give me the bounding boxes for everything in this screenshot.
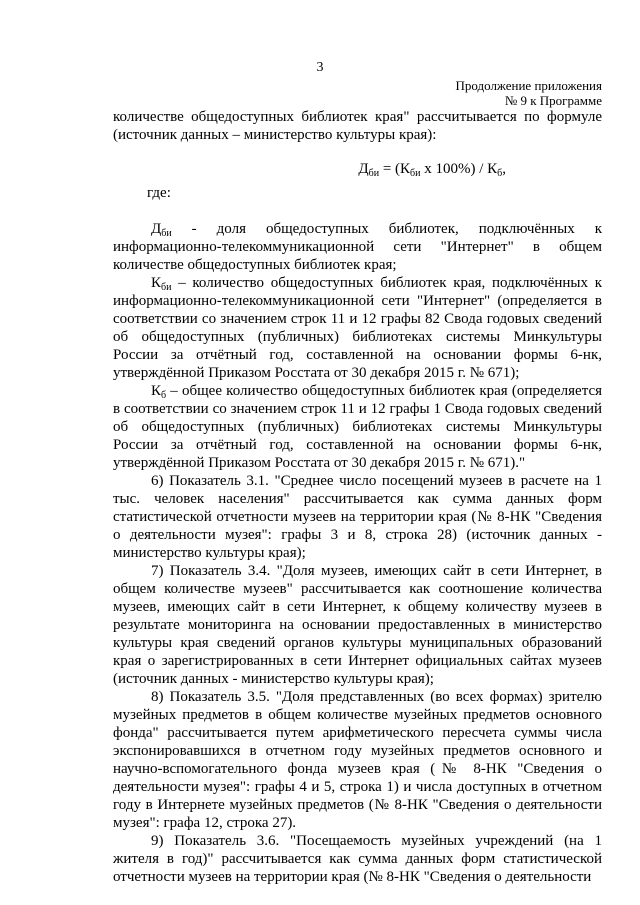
paragraph-item-7: 7) Показатель 3.4. "Доля музеев, имеющих сайт в сети Интернет, в общем количестве музеев" рассчитывается как соотношение количества музеев, имеющих сайт в сети Интернет, к общему количеству музеев в результате мониторинга на основании предоставленных в министерство культуры края сведений органов культуры муниципальных образований края о зарегистрированных в сети Интернет официальных сайтах музеев (источник данных - министерство культуры края); [113, 563, 602, 687]
formula-lhs-sub: би [368, 168, 380, 179]
appendix-header-line-2: № 9 к Программе [504, 93, 602, 108]
definition-kbi [113, 274, 602, 382]
definition-symbol-sub: би [161, 228, 172, 239]
definition-symbol: К [151, 275, 162, 291]
definition-symbol-sub: би [161, 282, 172, 293]
appendix-header-line-1: Продолжение приложения [455, 78, 602, 93]
paragraph-item-6: 6) Показатель 3.1. "Среднее число посещений музеев в расчете на 1 тыс. человек населения" рассчитывается как сумма данных форм статистической отчетности музеев на территории края (№ 8-НК "Сведения о деятельности музея": графы 3 и 8, строка 28) (источник данных - министерство культуры края); [113, 473, 602, 561]
formula-part-2: х 100%) / К [420, 161, 498, 177]
document-body [113, 108, 602, 886]
definitions-list [113, 220, 602, 472]
definition-symbol: К [151, 383, 162, 399]
formula-part-1-sub: би [410, 168, 421, 179]
definition-symbol: Д [151, 221, 162, 237]
page-number: 3 [316, 60, 324, 75]
definition-symbol-sub: б [161, 390, 167, 401]
formula-part-2-sub: б [497, 168, 503, 179]
definition-dbi [113, 220, 602, 274]
definition-kb [113, 382, 602, 472]
paragraph-item-8: 8) Показатель 3.5. "Доля представленных (во всех формах) зрителю музейных предметов в общем количестве музейных предметов основного фонда" рассчитывается путем арифметического пересчета суммы числа экспонировавшихся в отчетном году музейных предметов основного и научно-вспомогательного фонда музеев края (№ 8-НК "Сведения о деятельности музея": графы 4 и 5, строка 1) и числа доступных в отчетном году в Интернете музейных предметов (№ 8-НК "Сведения о деятельности музея": графа 12, строка 27). [113, 689, 602, 831]
definition-text: – общее количество общедоступных библиотек края (определяется в соответствии со значением строк 11 и 12 графы 1 Свода годовых сведений об общедоступных (публичных) библиотеках системы Минкультуры России за отчётный год, составленной на основании формы 6-нк, утверждённой Приказом Росстата от 30 декабря 2015 г. № 671)." [113, 383, 602, 471]
definition-text: - доля общедоступных библиотек, подключённых к информационно-телекоммуникационной сети "Интернет" в общем количестве общедоступных библиотек края; [113, 221, 602, 273]
formula-end: , [502, 161, 506, 177]
definition-text: – количество общедоступных библиотек края, подключённых к информационно-телекоммуникационной сети "Интернет" (определяется в соответствии со значением строк 11 и 12 графы 82 Свода годовых сведений об общедоступных (публичных) библиотеках системы Минкультуры России за отчётный год, составленной на основании формы 6-нк, утверждённой Приказом Росстата от 30 декабря 2015 г. № 671); [113, 275, 602, 381]
appendix-header [455, 78, 602, 108]
intro-paragraph: количестве общедоступных библиотек края" рассчитывается по формуле (источник данных – министерство культуры края): [113, 109, 602, 143]
formula [113, 160, 602, 178]
formula-part-1: = (К [379, 161, 411, 177]
paragraph-item-9: 9) Показатель 3.6. "Посещаемость музейных учреждений (на 1 жителя в год)" рассчитывается как сумма данных форм статистической отчетности музеев на территории края (№ 8-НК "Сведения о деятельности [113, 833, 602, 885]
where-label: где: [147, 185, 171, 201]
formula-lhs: Д [358, 161, 369, 177]
